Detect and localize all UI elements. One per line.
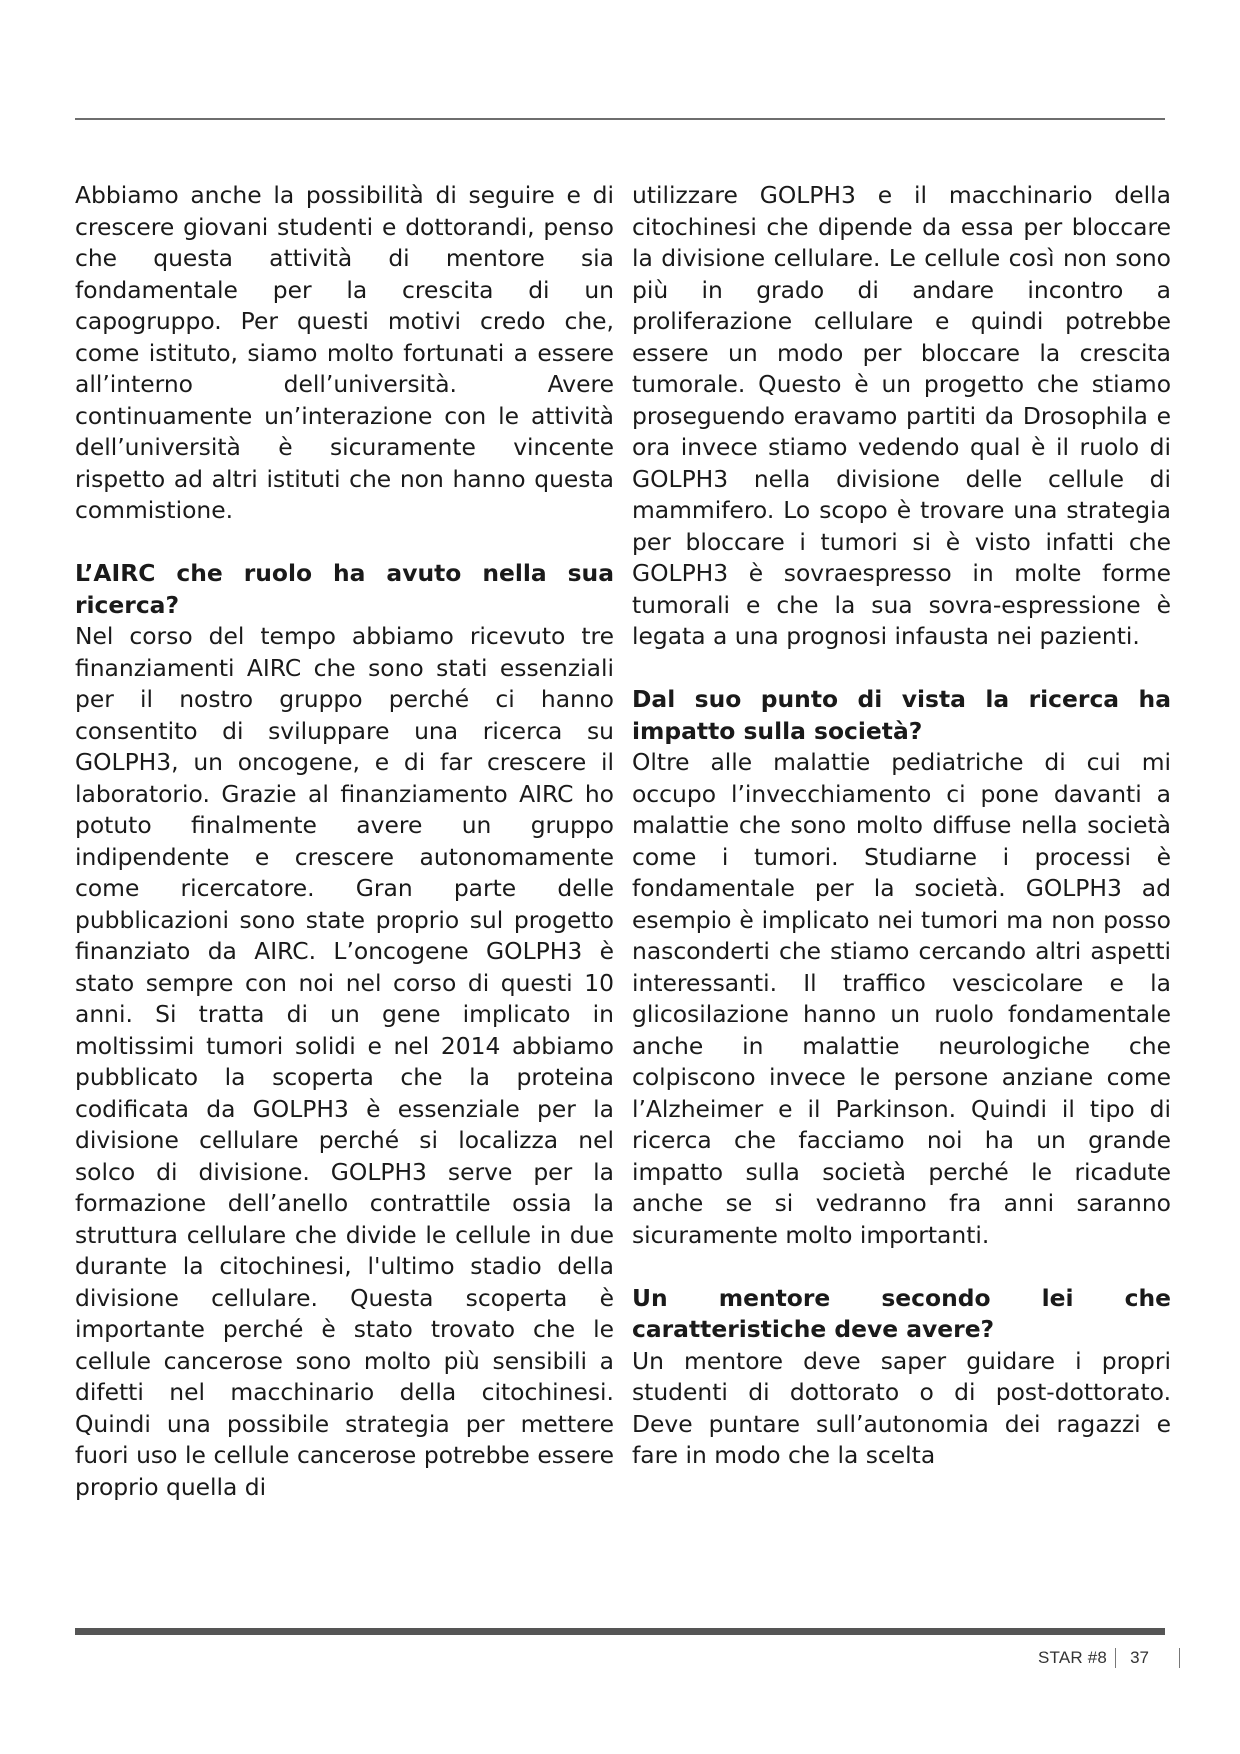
body-paragraph: utilizzare GOLPH3 e il macchinario della citochinesi che dipende da essa per bloccare la divisione cellulare. Le cellule così non sono più in grado di andare incontro a proliferazione cellulare e quindi potrebbe essere un modo per bloccare la crescita tumorale. Questo è un progetto che stiamo proseguendo eravamo partiti da Drosophila e ora invece stiamo vedendo qual è il ruolo di GOLPH3 nella divisione delle cellule di mammifero. Lo scopo è trovare una strategia per bloccare i tumori si è visto infatti che GOLPH3 è sovraespresso in molte forme tumorali e che la sua sovra-espressione è legata a una prognosi infausta nei pazienti. <box>632 181 1171 650</box>
paragraph-spacer <box>632 1251 1171 1283</box>
footer-separator <box>1179 1648 1180 1668</box>
body-paragraph: Un mentore deve saper guidare i propri studenti di dottorato o di post-dottorato. Deve puntare sull’autonomia dei ragazzi e fare in modo che la scelta <box>632 1346 1171 1469</box>
right-column <box>632 180 1171 1472</box>
body-paragraph: Abbiamo anche la possibilità di seguire e di crescere giovani studenti e dottorandi, penso che questa attività di mentore sia fondamentale per la crescita di un capogruppo. Per questi motivi credo che, come istituto, siamo molto fortunati a essere all’interno dell’università. Avere continuamente un’interazione con le attività dell’università è sicuramente vincente rispetto ad altri istituti che non hanno questa commistione. <box>75 181 614 524</box>
bottom-divider <box>75 1628 1165 1635</box>
page-number: 37 <box>1130 1648 1149 1667</box>
body-paragraph: Nel corso del tempo abbiamo ricevuto tre finanziamenti AIRC che sono stati essenziali per il nostro gruppo perché ci hanno consentito di sviluppare una ricerca su GOLPH3, un oncogene, e di far crescere il laboratorio. Grazie al finanziamento AIRC ho potuto finalmente avere un gruppo indipendente e crescere autonomamente come ricercatore. Gran parte delle pubblicazioni sono state proprio sul progetto finanziato da AIRC. L’oncogene GOLPH3 è stato sempre con noi nel corso di questi 10 anni. Si tratta di un gene implicato in moltissimi tumori solidi e nel 2014 abbiamo pubblicato la scoperta che la proteina codificata da GOLPH3 è essenziale per la divisione cellulare perché si localizza nel solco di divisione. GOLPH3 serve per la formazione dell’anello contrattile ossia la struttura cellulare che divide le cellule in due durante la citochinesi, l'ultimo stadio della divisione cellulare. Questa scoperta è importante perché è stato trovato che le cellule cancerose sono molto più sensibili a difetti nel macchinario della citochinesi. Quindi una possibile strategia per mettere fuori uso le cellule cancerose potrebbe essere proprio quella di <box>75 622 614 1501</box>
interview-question: L’AIRC che ruolo ha avuto nella sua ricerca? <box>75 559 614 619</box>
page-footer <box>1038 1648 1180 1668</box>
footer-separator <box>1115 1648 1116 1668</box>
publication-name: STAR #8 <box>1037 1648 1108 1667</box>
interview-question: Un mentore secondo lei che caratteristiche deve avere? <box>632 1283 1171 1343</box>
interview-question: Dal suo punto di vista la ricerca ha impatto sulla società? <box>632 685 1171 745</box>
top-divider <box>75 118 1165 120</box>
paragraph-spacer <box>632 653 1171 685</box>
left-column <box>75 180 614 1503</box>
paragraph-spacer <box>75 527 614 559</box>
body-paragraph: Oltre alle malattie pediatriche di cui mi occupo l’invecchiamento ci pone davanti a malattie che sono molto diffuse nella società come i tumori. Studiarne i processi è fondamentale per la società. GOLPH3 ad esempio è implicato nei tumori ma non posso nasconderti che stiamo cercando altri aspetti interessanti. Il traffico vescicolare e la glicosilazione hanno un ruolo fondamentale anche in malattie neurologiche che colpiscono invece le persone anziane come l’Alzheimer e il Parkinson. Quindi il tipo di ricerca che facciamo noi ha un grande impatto sulla società perché le ricadute anche se si vedranno fra anni saranno sicuramente molto importanti. <box>632 748 1171 1249</box>
